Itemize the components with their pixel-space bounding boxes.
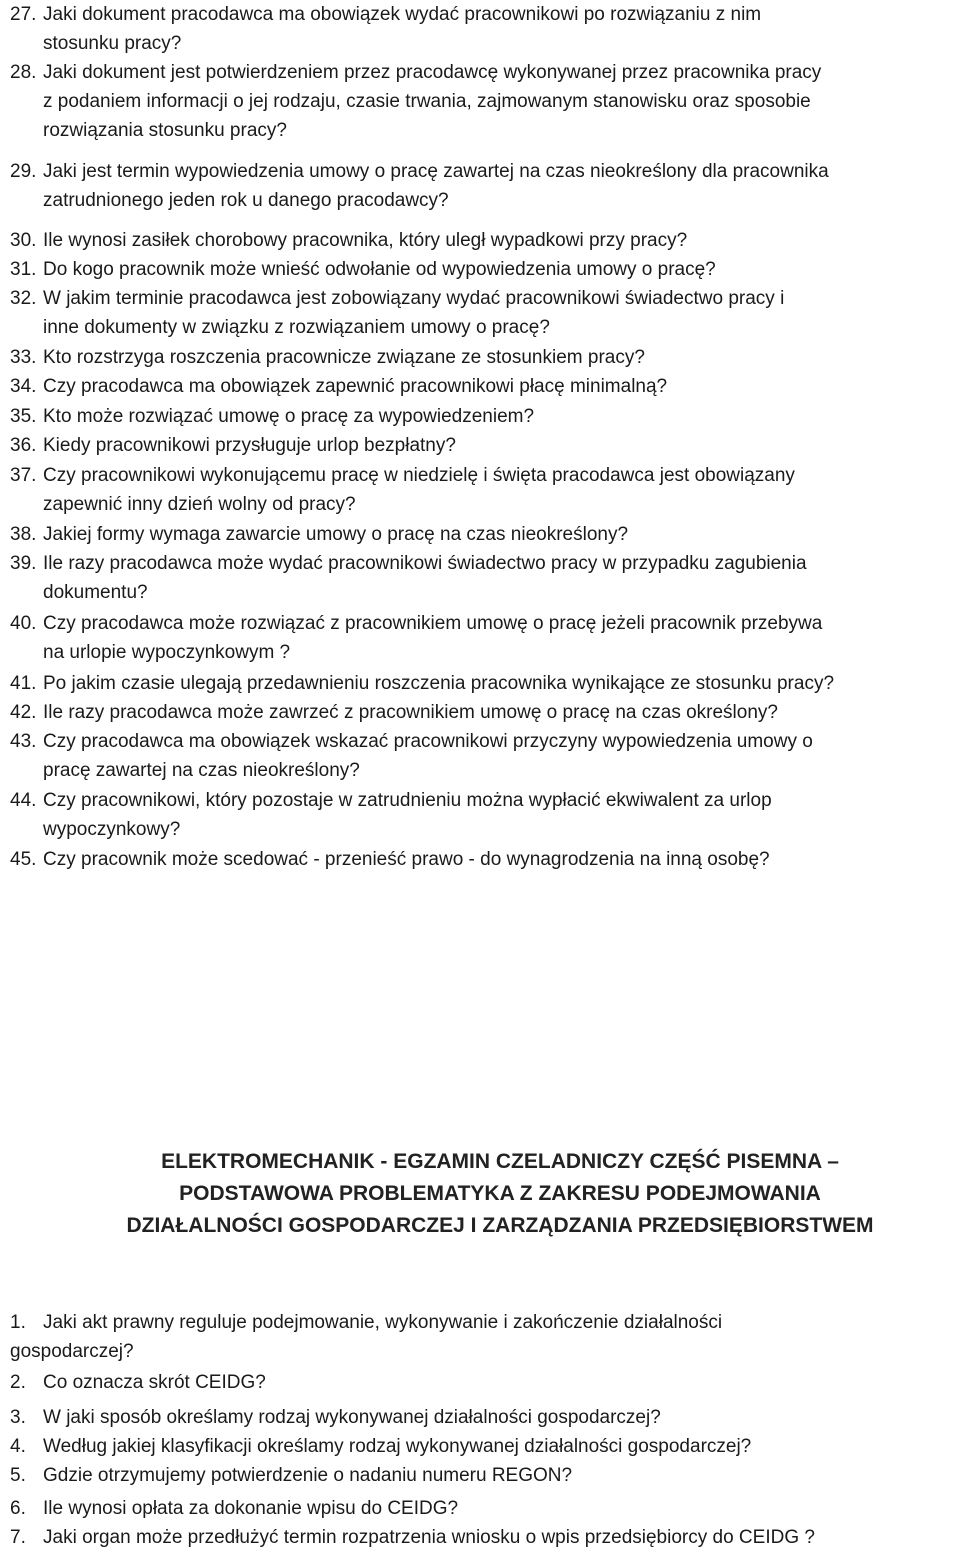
question-text: stosunku pracy? bbox=[43, 33, 182, 54]
question-text: na urlopie wypoczynkowym ? bbox=[43, 642, 291, 663]
question-number: 2. bbox=[10, 1372, 26, 1393]
question-number: 36. bbox=[10, 435, 37, 456]
question-text: rozwiązania stosunku pracy? bbox=[43, 120, 287, 141]
question-text: Do kogo pracownik może wnieść odwołanie od wypowiedzenia umowy o pracę? bbox=[43, 259, 716, 280]
question-text: Co oznacza skrót CEIDG? bbox=[43, 1372, 266, 1393]
question-number: 1. bbox=[10, 1312, 26, 1333]
question-text: Czy pracodawca ma obowiązek zapewnić pracownikowi płacę minimalną? bbox=[43, 376, 668, 397]
question-text: W jaki sposób określamy rodzaj wykonywanej działalności gospodarczej? bbox=[43, 1407, 661, 1428]
question-number: 33. bbox=[10, 347, 37, 368]
question-text: Jakiej formy wymaga zawarcie umowy o pracę na czas nieokreślony? bbox=[43, 524, 629, 545]
question-number: 6. bbox=[10, 1498, 26, 1519]
question-text: Jaki akt prawny reguluje podejmowanie, wykonywanie i zakończenie działalności bbox=[43, 1312, 723, 1333]
question-text: Ile razy pracodawca może zawrzeć z pracownikiem umowę o pracę na czas określony? bbox=[43, 702, 778, 723]
question-text: Ile wynosi opłata za dokonanie wpisu do CEIDG? bbox=[43, 1498, 459, 1519]
question-text: Czy pracownikowi, który pozostaje w zatrudnieniu można wypłacić ekwiwalent za urlop bbox=[43, 790, 772, 811]
question-number: 7. bbox=[10, 1527, 26, 1548]
question-text: Czy pracodawca ma obowiązek wskazać pracownikowi przyczyny wypowiedzenia umowy o bbox=[43, 731, 813, 752]
question-number: 27. bbox=[10, 4, 37, 25]
question-text: Po jakim czasie ulegają przedawnieniu roszczenia pracownika wynikające ze stosunku pracy? bbox=[43, 673, 835, 694]
question-number: 32. bbox=[10, 288, 37, 309]
question-number: 43. bbox=[10, 731, 37, 752]
question-text: inne dokumenty w związku z rozwiązaniem umowy o pracę? bbox=[43, 317, 550, 338]
question-number: 30. bbox=[10, 230, 37, 251]
question-text: Kto może rozwiązać umowę o pracę za wypowiedzeniem? bbox=[43, 406, 535, 427]
question-text: Gdzie otrzymujemy potwierdzenie o nadaniu numeru REGON? bbox=[43, 1465, 573, 1486]
question-text: Czy pracodawca może rozwiązać z pracownikiem umowę o pracę jeżeli pracownik przebywa bbox=[43, 613, 823, 634]
question-text: Jaki dokument jest potwierdzeniem przez pracodawcę wykonywanej przez pracownika pracy bbox=[43, 62, 822, 83]
question-number: 41. bbox=[10, 673, 37, 694]
question-text: Ile wynosi zasiłek chorobowy pracownika, który uległ wypadkowi przy pracy? bbox=[43, 230, 688, 251]
question-number: 44. bbox=[10, 790, 37, 811]
question-text: pracę zawartej na czas nieokreślony? bbox=[43, 760, 360, 781]
question-number: 35. bbox=[10, 406, 37, 427]
question-number: 4. bbox=[10, 1436, 26, 1457]
question-text: Ile razy pracodawca może wydać pracownikowi świadectwo pracy w przypadku zagubienia bbox=[43, 553, 807, 574]
question-number: 34. bbox=[10, 376, 37, 397]
heading-line: DZIAŁALNOŚCI GOSPODARCZEJ I ZARZĄDZANIA PRZEDSIĘBIORSTWEM bbox=[126, 1214, 874, 1237]
question-number: 42. bbox=[10, 702, 37, 723]
question-text: Jaki jest termin wypowiedzenia umowy o pracę zawartej na czas nieokreślony dla pracownika bbox=[43, 161, 829, 182]
question-number: 3. bbox=[10, 1407, 26, 1428]
question-text: W jakim terminie pracodawca jest zobowiązany wydać pracownikowi świadectwo pracy i bbox=[43, 288, 785, 309]
question-number: 31. bbox=[10, 259, 37, 280]
question-number: 5. bbox=[10, 1465, 26, 1486]
question-number: 40. bbox=[10, 613, 37, 634]
question-text: wypoczynkowy? bbox=[43, 819, 181, 840]
question-text: Kto rozstrzyga roszczenia pracownicze związane ze stosunkiem pracy? bbox=[43, 347, 645, 368]
question-text: dokumentu? bbox=[43, 582, 148, 603]
question-number: 39. bbox=[10, 553, 37, 574]
question-text: z podaniem informacji o jej rodzaju, czasie trwania, zajmowanym stanowisku oraz sposobie bbox=[43, 91, 811, 112]
question-text: Czy pracownik może scedować - przenieść prawo - do wynagrodzenia na inną osobę? bbox=[43, 849, 770, 870]
question-number: 45. bbox=[10, 849, 37, 870]
question-text-continued: gospodarczej? bbox=[10, 1341, 134, 1362]
heading-line: ELEKTROMECHANIK - EGZAMIN CZELADNICZY CZĘŚĆ PISEMNA – bbox=[161, 1150, 839, 1173]
question-number: 37. bbox=[10, 465, 37, 486]
question-number: 29. bbox=[10, 161, 37, 182]
question-text: Czy pracownikowi wykonującemu pracę w niedzielę i święta pracodawca jest obowiązany bbox=[43, 465, 795, 486]
question-text: Kiedy pracownikowi przysługuje urlop bezpłatny? bbox=[43, 435, 456, 456]
heading-line: PODSTAWOWA PROBLEMATYKA Z ZAKRESU PODEJMOWANIA bbox=[179, 1182, 821, 1205]
question-text: zapewnić inny dzień wolny od pracy? bbox=[43, 494, 356, 515]
question-number: 38. bbox=[10, 524, 37, 545]
question-text: Jaki dokument pracodawca ma obowiązek wydać pracownikowi po rozwiązaniu z nim bbox=[43, 4, 762, 25]
question-text: Według jakiej klasyfikacji określamy rodzaj wykonywanej działalności gospodarczej? bbox=[43, 1436, 752, 1457]
question-text: zatrudnionego jeden rok u danego pracodawcy? bbox=[43, 190, 449, 211]
question-text: Jaki organ może przedłużyć termin rozpatrzenia wniosku o wpis przedsiębiorcy do CEIDG ? bbox=[43, 1527, 815, 1548]
question-number: 28. bbox=[10, 62, 37, 83]
